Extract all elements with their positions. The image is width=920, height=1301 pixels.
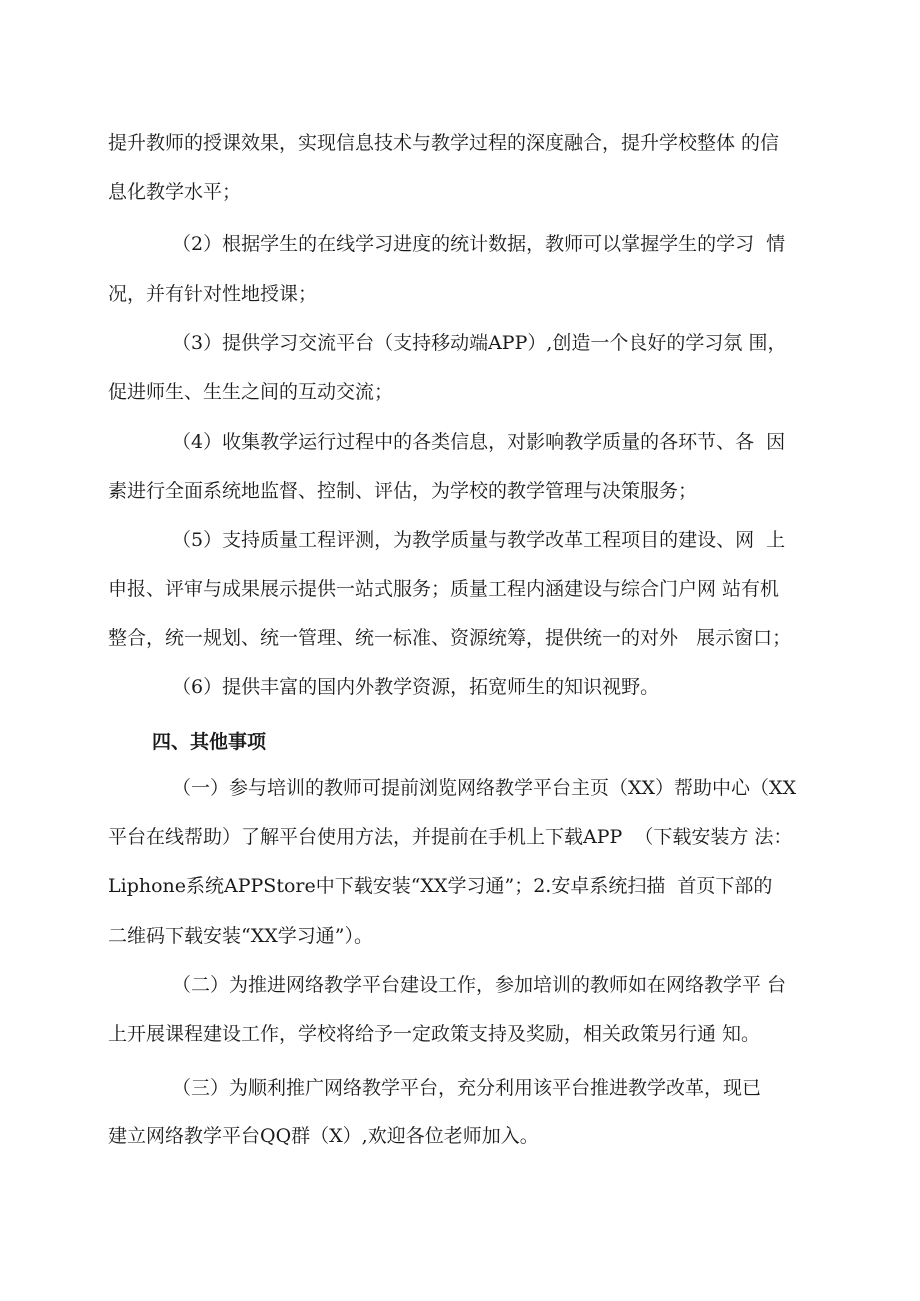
paragraph-line: （三）为顺利推广网络教学平台，充分利用该平台推进教学改革，现已: [172, 1077, 762, 1099]
paragraph-line: 促进师生、生生之间的互动交流；: [108, 381, 394, 403]
paragraph-line: （一）参与培训的教师可提前浏览网络教学平台主页（XX）帮助中心（XX: [172, 777, 797, 799]
paragraph-line: （4）收集教学运行过程中的各类信息，对影响教学质量的各环节、各 因: [172, 431, 786, 453]
paragraph-line: 整合，统一规划、统一管理、统一标准、资源统筹，提供统一的对外 展示窗口；: [108, 627, 792, 649]
paragraph-line: （5）支持质量工程评测，为教学质量与教学改革工程项目的建设、网 上: [172, 529, 786, 551]
section-heading: 四、其他事项: [152, 731, 267, 753]
paragraph-line: 息化教学水平；: [108, 181, 242, 203]
paragraph-line: 素进行全面系统地监督、控制、评估，为学校的教学管理与决策服务；: [108, 480, 698, 502]
paragraph-line: 提升教师的授课效果，实现信息技术与教学过程的深度融合，提升学校整体 的信: [108, 132, 780, 154]
paragraph-line: 平台在线帮助）了解平台使用方法，并提前在手机上下载APP （下载安装方 法：: [108, 826, 793, 848]
paragraph-line: 建立网络教学平台QQ群（X）,欢迎各位老师加入。: [108, 1125, 539, 1147]
paragraph-line: （6）提供丰富的国内外教学资源，拓宽师生的知识视野。: [172, 676, 660, 698]
paragraph-line: 况，并有针对性地授课；: [108, 283, 318, 305]
paragraph-line: 申报、评审与成果展示提供一站式服务；质量工程内涵建设与综合门户网 站有机: [108, 578, 780, 600]
paragraph-line: 二维码下载安装“XX学习通”）。: [108, 925, 373, 947]
paragraph-line: （3）提供学习交流平台（支持移动端APP）,创造一个良好的学习氛 围，: [172, 332, 787, 354]
paragraph-line: 上开展课程建设工作，学校将给予一定政策支持及奖励，相关政策另行通 知。: [108, 1023, 761, 1045]
paragraph-line: Liphone系统APPStore中下载安装“XX学习通”；2.安卓系统扫描 首页下部的: [108, 875, 773, 897]
paragraph-line: （2）根据学生的在线学习进度的统计数据，教师可以掌握学生的学习 情: [172, 233, 786, 255]
paragraph-line: （二）为推进网络教学平台建设工作，参加培训的教师如在网络教学平 台: [172, 974, 787, 996]
